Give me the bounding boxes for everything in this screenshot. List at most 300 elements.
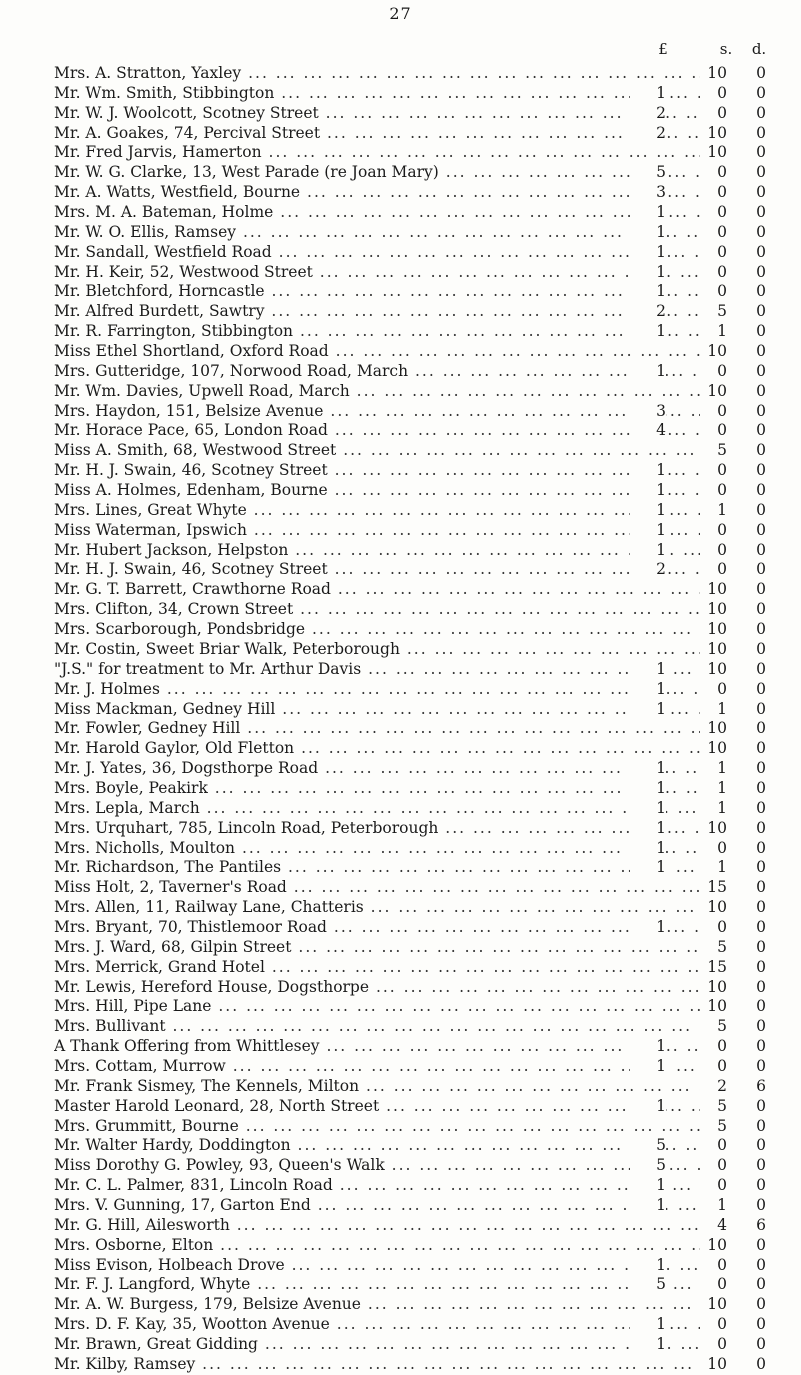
amount-pence: 0 (736, 1196, 766, 1216)
amount-shillings: 10 (700, 819, 727, 839)
list-item (0, 938, 801, 958)
donor-name: Miss A. Holmes, Edenham, Bourne ... . (54, 481, 704, 501)
amount-pounds: 2 (630, 302, 666, 322)
amount-pence: 0 (736, 1037, 766, 1057)
list-item (0, 64, 801, 84)
list-item (0, 898, 801, 918)
donor-name: Mr. Costin, Sweet Briar Walk, Peterborough ... . (54, 640, 704, 660)
list-item (0, 402, 801, 422)
amount-pounds: 1 (630, 501, 666, 521)
amount-shillings: 0 (700, 362, 727, 382)
amount-pence: 0 (736, 1275, 766, 1295)
amount-pence: 0 (736, 382, 766, 402)
amount-pounds: 1 (630, 819, 666, 839)
amount-shillings: 0 (700, 1037, 727, 1057)
amount-shillings: 0 (700, 1275, 727, 1295)
amount-pence: 0 (736, 1256, 766, 1276)
amount-pence: 6 (736, 1216, 766, 1236)
amount-pence: 0 (736, 700, 766, 720)
amount-pounds: 4 (630, 421, 666, 441)
donor-name: Mr. R. Farrington, Stibbington ... . (54, 322, 704, 342)
donor-name: Mr. J. Holmes ... . (54, 680, 704, 700)
list-item (0, 1176, 801, 1196)
list-item (0, 680, 801, 700)
donor-name: Mrs. Nicholls, Moulton ... . (54, 839, 704, 859)
amount-pence: 0 (736, 620, 766, 640)
list-item (0, 1037, 801, 1057)
amount-shillings: 5 (700, 1097, 727, 1117)
amount-pence: 0 (736, 402, 766, 422)
list-item (0, 560, 801, 580)
donor-name: Mrs. Urquhart, 785, Lincoln Road, Peterborough ... . (54, 819, 704, 839)
list-item (0, 421, 801, 441)
amount-pence: 0 (736, 223, 766, 243)
amount-shillings: 10 (700, 978, 727, 998)
list-item (0, 640, 801, 660)
amount-pounds: 1 (630, 799, 666, 819)
amount-shillings: 10 (700, 382, 727, 402)
list-item (0, 461, 801, 481)
amount-pounds: 1 (630, 84, 666, 104)
donor-name: Mrs. D. F. Kay, 35, Wootton Avenue ... . (54, 1315, 704, 1335)
amount-pence: 0 (736, 64, 766, 84)
list-item (0, 1057, 801, 1077)
list-item (0, 163, 801, 183)
donor-name: Mr. A. W. Burgess, 179, Belsize Avenue ... . (54, 1295, 704, 1315)
amount-pence: 0 (736, 759, 766, 779)
amount-pounds: 1 (630, 700, 666, 720)
amount-shillings: 0 (700, 243, 727, 263)
amount-shillings: 0 (700, 918, 727, 938)
amount-pence: 0 (736, 1236, 766, 1256)
list-item (0, 1335, 801, 1355)
amount-pence: 0 (736, 501, 766, 521)
donor-name: Miss Holt, 2, Taverner's Road ... . (54, 878, 704, 898)
subscription-list (0, 64, 801, 1375)
donor-name: Mrs. V. Gunning, 17, Garton End ... . (54, 1196, 704, 1216)
list-item (0, 1355, 801, 1375)
amount-pence: 0 (736, 263, 766, 283)
donor-name: Mrs. Lepla, March ... . (54, 799, 704, 819)
list-item (0, 183, 801, 203)
amount-pounds: 1 (630, 779, 666, 799)
list-item (0, 1315, 801, 1335)
amount-pence: 0 (736, 1176, 766, 1196)
amount-pence: 0 (736, 680, 766, 700)
list-item (0, 84, 801, 104)
amount-shillings: 0 (700, 541, 727, 561)
amount-pence: 0 (736, 1335, 766, 1355)
amount-pence: 0 (736, 997, 766, 1017)
amount-shillings: 0 (700, 1256, 727, 1276)
amount-pounds: 5 (630, 1156, 666, 1176)
donor-name: Mr. H. J. Swain, 46, Scotney Street ... . (54, 560, 704, 580)
amount-pounds: 1 (630, 223, 666, 243)
amount-pence: 0 (736, 660, 766, 680)
amount-shillings: 1 (700, 799, 727, 819)
list-item (0, 1236, 801, 1256)
amount-pence: 0 (736, 302, 766, 322)
amount-shillings: 10 (700, 997, 727, 1017)
amount-shillings: 0 (700, 1136, 727, 1156)
page-number: 27 (389, 4, 412, 23)
donor-name: Mrs. Cottam, Murrow ... . (54, 1057, 704, 1077)
column-headings (0, 40, 801, 64)
amount-pounds: 1 (630, 660, 666, 680)
amount-pence: 0 (736, 799, 766, 819)
amount-pounds: 1 (630, 918, 666, 938)
amount-shillings: 2 (700, 1077, 727, 1097)
amount-pounds: 5 (630, 1275, 666, 1295)
amount-pence: 0 (736, 183, 766, 203)
amount-pence: 0 (736, 739, 766, 759)
donor-name: Mr. G. Hill, Ailesworth ... . (54, 1216, 704, 1236)
donor-name: Mr. A. Goakes, 74, Percival Street ... . (54, 124, 704, 144)
amount-pounds: 1 (630, 680, 666, 700)
donor-name: Mrs. A. Stratton, Yaxley ... . (54, 64, 704, 84)
list-item (0, 660, 801, 680)
donor-name: Mrs. Clifton, 34, Crown Street ... . (54, 600, 704, 620)
list-item (0, 739, 801, 759)
amount-pounds: 1 (630, 521, 666, 541)
amount-pence: 0 (736, 600, 766, 620)
amount-pence: 0 (736, 362, 766, 382)
amount-shillings: 0 (700, 1315, 727, 1335)
amount-pence: 0 (736, 441, 766, 461)
amount-shillings: 1 (700, 700, 727, 720)
amount-pence: 0 (736, 84, 766, 104)
donor-name: Miss A. Smith, 68, Westwood Street ... . (54, 441, 704, 461)
amount-shillings: 10 (700, 600, 727, 620)
amount-pence: 0 (736, 560, 766, 580)
amount-shillings: 10 (700, 640, 727, 660)
amount-pence: 0 (736, 858, 766, 878)
amount-pence: 0 (736, 1097, 766, 1117)
list-item (0, 302, 801, 322)
amount-pounds: 1 (630, 322, 666, 342)
donor-name: Mrs. Gutteridge, 107, Norwood Road, March ... . (54, 362, 704, 382)
list-item (0, 263, 801, 283)
amount-shillings: 10 (700, 1236, 727, 1256)
list-item (0, 203, 801, 223)
list-item (0, 382, 801, 402)
list-item (0, 282, 801, 302)
donor-name: Mr. G. T. Barrett, Crawthorne Road ... . (54, 580, 704, 600)
donor-name: Mrs. Hill, Pipe Lane ... . (54, 997, 704, 1017)
list-item (0, 700, 801, 720)
pounds-heading: £ (658, 40, 668, 58)
amount-pounds: 1 (630, 1315, 666, 1335)
list-item (0, 858, 801, 878)
list-item (0, 600, 801, 620)
donor-name: Mrs. Allen, 11, Railway Lane, Chatteris ... . (54, 898, 704, 918)
amount-pence: 0 (736, 640, 766, 660)
amount-pence: 0 (736, 938, 766, 958)
donor-name: Mr. Brawn, Great Gidding ... . (54, 1335, 704, 1355)
donor-name: Mr. W. J. Woolcott, Scotney Street ... . (54, 104, 704, 124)
list-item (0, 580, 801, 600)
amount-pence: 0 (736, 282, 766, 302)
donor-name: Mr. Harold Gaylor, Old Fletton ... . (54, 739, 704, 759)
list-item (0, 1256, 801, 1276)
amount-pence: 0 (736, 421, 766, 441)
donor-name: Mrs. Scarborough, Pondsbridge ... . (54, 620, 704, 640)
donor-name: Miss Waterman, Ipswich ... . (54, 521, 704, 541)
list-item (0, 958, 801, 978)
amount-pence: 0 (736, 918, 766, 938)
amount-pounds: 1 (630, 263, 666, 283)
donor-name: Mr. Fred Jarvis, Hamerton ... . (54, 143, 704, 163)
list-item (0, 362, 801, 382)
amount-pounds: 1 (630, 461, 666, 481)
amount-pence: 0 (736, 1057, 766, 1077)
list-item (0, 878, 801, 898)
amount-shillings: 10 (700, 719, 727, 739)
amount-pounds: 5 (630, 1136, 666, 1156)
amount-shillings: 10 (700, 620, 727, 640)
list-item (0, 243, 801, 263)
amount-pence: 0 (736, 243, 766, 263)
donor-name: Miss Ethel Shortland, Oxford Road ... . (54, 342, 704, 362)
list-item (0, 521, 801, 541)
amount-shillings: 5 (700, 938, 727, 958)
amount-shillings: 0 (700, 461, 727, 481)
amount-shillings: 5 (700, 1117, 727, 1137)
donor-name: Mrs. Bryant, 70, Thistlemoor Road ... . (54, 918, 704, 938)
donor-name: Mr. F. J. Langford, Whyte ... . (54, 1275, 704, 1295)
amount-pounds: 1 (630, 1057, 666, 1077)
amount-shillings: 0 (700, 104, 727, 124)
donor-name: Mr. Frank Sismey, The Kennels, Milton ... . (54, 1077, 704, 1097)
list-item (0, 1117, 801, 1137)
list-item (0, 1136, 801, 1156)
list-item (0, 839, 801, 859)
amount-pence: 0 (736, 143, 766, 163)
donor-name: Miss Mackman, Gedney Hill ... . (54, 700, 704, 720)
list-item (0, 223, 801, 243)
amount-shillings: 0 (700, 223, 727, 243)
amount-pounds: 1 (630, 1097, 666, 1117)
amount-shillings: 0 (700, 1176, 727, 1196)
list-item (0, 1077, 801, 1097)
donor-name: Mr. W. O. Ellis, Ramsey ... . (54, 223, 704, 243)
amount-pence: 0 (736, 958, 766, 978)
amount-shillings: 10 (700, 898, 727, 918)
amount-shillings: 0 (700, 1057, 727, 1077)
donor-name: Mr. Walter Hardy, Doddington ... . (54, 1136, 704, 1156)
amount-shillings: 1 (700, 779, 727, 799)
amount-shillings: 0 (700, 839, 727, 859)
amount-shillings: 1 (700, 322, 727, 342)
list-item (0, 620, 801, 640)
donor-name: Mr. Kilby, Ramsey ... . (54, 1355, 704, 1375)
donor-name: Mrs. Haydon, 151, Belsize Avenue ... . (54, 402, 704, 422)
amount-shillings: 1 (700, 858, 727, 878)
amount-shillings: 10 (700, 1295, 727, 1315)
donor-name: Mr. Wm. Smith, Stibbington ... . (54, 84, 704, 104)
amount-shillings: 5 (700, 302, 727, 322)
amount-pence: 0 (736, 1136, 766, 1156)
amount-shillings: 0 (700, 680, 727, 700)
list-item (0, 819, 801, 839)
amount-pounds: 1 (630, 362, 666, 382)
amount-pence: 0 (736, 104, 766, 124)
list-item (0, 1156, 801, 1176)
amount-shillings: 0 (700, 421, 727, 441)
amount-shillings: 1 (700, 501, 727, 521)
amount-shillings: 0 (700, 1156, 727, 1176)
amount-pence: 0 (736, 719, 766, 739)
list-item (0, 541, 801, 561)
amount-pence: 0 (736, 322, 766, 342)
list-item (0, 978, 801, 998)
amount-shillings: 0 (700, 402, 727, 422)
list-item (0, 997, 801, 1017)
amount-pence: 0 (736, 521, 766, 541)
donor-name: Mr. W. G. Clarke, 13, West Parade (re Joan Mary) ... . (54, 163, 704, 183)
amount-pence: 0 (736, 779, 766, 799)
amount-shillings: 0 (700, 203, 727, 223)
list-item (0, 124, 801, 144)
donor-name: Mrs. Merrick, Grand Hotel ... . (54, 958, 704, 978)
list-item (0, 1295, 801, 1315)
amount-pounds: 2 (630, 124, 666, 144)
amount-shillings: 10 (700, 143, 727, 163)
amount-shillings: 0 (700, 282, 727, 302)
list-item (0, 799, 801, 819)
donor-name: "J.S." for treatment to Mr. Arthur Davis ... . (54, 660, 704, 680)
amount-pence: 0 (736, 1295, 766, 1315)
donor-name: Mr. H. J. Swain, 46, Scotney Street ... . (54, 461, 704, 481)
list-item (0, 1196, 801, 1216)
amount-pounds: 1 (630, 243, 666, 263)
donor-name: Mr. Wm. Davies, Upwell Road, March ... . (54, 382, 704, 402)
amount-shillings: 0 (700, 1335, 727, 1355)
amount-shillings: 1 (700, 1196, 727, 1216)
amount-pence: 6 (736, 1077, 766, 1097)
amount-pounds: 1 (630, 858, 666, 878)
amount-pounds: 1 (630, 541, 666, 561)
amount-shillings: 5 (700, 1017, 727, 1037)
amount-pounds: 1 (630, 1176, 666, 1196)
amount-shillings: 15 (700, 878, 727, 898)
amount-pounds: 1 (630, 481, 666, 501)
donor-name: Mr. Horace Pace, 65, London Road ... . (54, 421, 704, 441)
amount-pence: 0 (736, 878, 766, 898)
amount-pounds: 1 (630, 839, 666, 859)
amount-pounds: 1 (630, 1037, 666, 1057)
donor-name: Mr. Sandall, Westfield Road ... . (54, 243, 704, 263)
donor-name: Mr. C. L. Palmer, 831, Lincoln Road ... . (54, 1176, 704, 1196)
pence-heading: d. (751, 40, 767, 58)
amount-pence: 0 (736, 1355, 766, 1375)
donor-name: Mrs. Osborne, Elton ... . (54, 1236, 704, 1256)
donor-name: Mr. H. Keir, 52, Westwood Street ... . (54, 263, 704, 283)
amount-shillings: 4 (700, 1216, 727, 1236)
amount-shillings: 10 (700, 660, 727, 680)
donor-name: Master Harold Leonard, 28, North Street ... . (54, 1097, 704, 1117)
list-item (0, 779, 801, 799)
donor-name: Mrs. M. A. Bateman, Holme ... . (54, 203, 704, 223)
amount-pence: 0 (736, 163, 766, 183)
amount-pence: 0 (736, 481, 766, 501)
amount-shillings: 0 (700, 84, 727, 104)
donor-name: Mr. A. Watts, Westfield, Bourne ... . (54, 183, 704, 203)
donor-name: Mr. Bletchford, Horncastle ... . (54, 282, 704, 302)
list-item (0, 322, 801, 342)
donor-name: Mrs. J. Ward, 68, Gilpin Street ... . (54, 938, 704, 958)
amount-shillings: 10 (700, 342, 727, 362)
list-item (0, 501, 801, 521)
donor-name: Mr. Lewis, Hereford House, Dogsthorpe ... . (54, 978, 704, 998)
donor-name: Mr. Alfred Burdett, Sawtry ... . (54, 302, 704, 322)
donor-name: Mr. J. Yates, 36, Dogsthorpe Road ... . (54, 759, 704, 779)
amount-pounds: 3 (630, 402, 666, 422)
donor-name: A Thank Offering from Whittlesey ... . (54, 1037, 704, 1057)
amount-pence: 0 (736, 1117, 766, 1137)
amount-pence: 0 (736, 541, 766, 561)
amount-shillings: 0 (700, 521, 727, 541)
donor-name: Mrs. Boyle, Peakirk ... . (54, 779, 704, 799)
amount-pounds: 1 (630, 203, 666, 223)
amount-shillings: 0 (700, 481, 727, 501)
donor-name: Mr. Richardson, The Pantiles ... . (54, 858, 704, 878)
amount-pence: 0 (736, 342, 766, 362)
donor-name: Mr. Hubert Jackson, Helpston ... . (54, 541, 704, 561)
amount-pence: 0 (736, 124, 766, 144)
amount-pence: 0 (736, 580, 766, 600)
amount-shillings: 10 (700, 124, 727, 144)
amount-pounds: 3 (630, 183, 666, 203)
list-item (0, 918, 801, 938)
amount-shillings: 0 (700, 560, 727, 580)
donor-name: Mrs. Bullivant ... . (54, 1017, 704, 1037)
amount-pounds: 2 (630, 104, 666, 124)
list-item (0, 481, 801, 501)
amount-pence: 0 (736, 978, 766, 998)
amount-pounds: 2 (630, 560, 666, 580)
donor-name: Miss Dorothy G. Powley, 93, Queen's Walk ... . (54, 1156, 704, 1176)
amount-pence: 0 (736, 1156, 766, 1176)
donor-name: Miss Evison, Holbeach Drove ... . (54, 1256, 704, 1276)
list-item (0, 104, 801, 124)
amount-pence: 0 (736, 203, 766, 223)
amount-shillings: 5 (700, 441, 727, 461)
amount-shillings: 0 (700, 183, 727, 203)
amount-shillings: 10 (700, 739, 727, 759)
list-item (0, 342, 801, 362)
amount-shillings: 0 (700, 163, 727, 183)
donor-name: Mr. Fowler, Gedney Hill ... . (54, 719, 704, 739)
amount-pounds: 1 (630, 1196, 666, 1216)
list-item (0, 1216, 801, 1236)
list-item (0, 1275, 801, 1295)
list-item (0, 441, 801, 461)
amount-shillings: 10 (700, 64, 727, 84)
amount-pence: 0 (736, 1315, 766, 1335)
donor-name: Mrs. Lines, Great Whyte ... . (54, 501, 704, 521)
amount-pence: 0 (736, 461, 766, 481)
amount-shillings: 1 (700, 759, 727, 779)
amount-pounds: 1 (630, 759, 666, 779)
donor-name: Mrs. Grummitt, Bourne ... . (54, 1117, 704, 1137)
amount-shillings: 10 (700, 580, 727, 600)
list-item (0, 759, 801, 779)
list-item (0, 143, 801, 163)
list-item (0, 1097, 801, 1117)
amount-pence: 0 (736, 1017, 766, 1037)
amount-shillings: 10 (700, 1355, 727, 1375)
